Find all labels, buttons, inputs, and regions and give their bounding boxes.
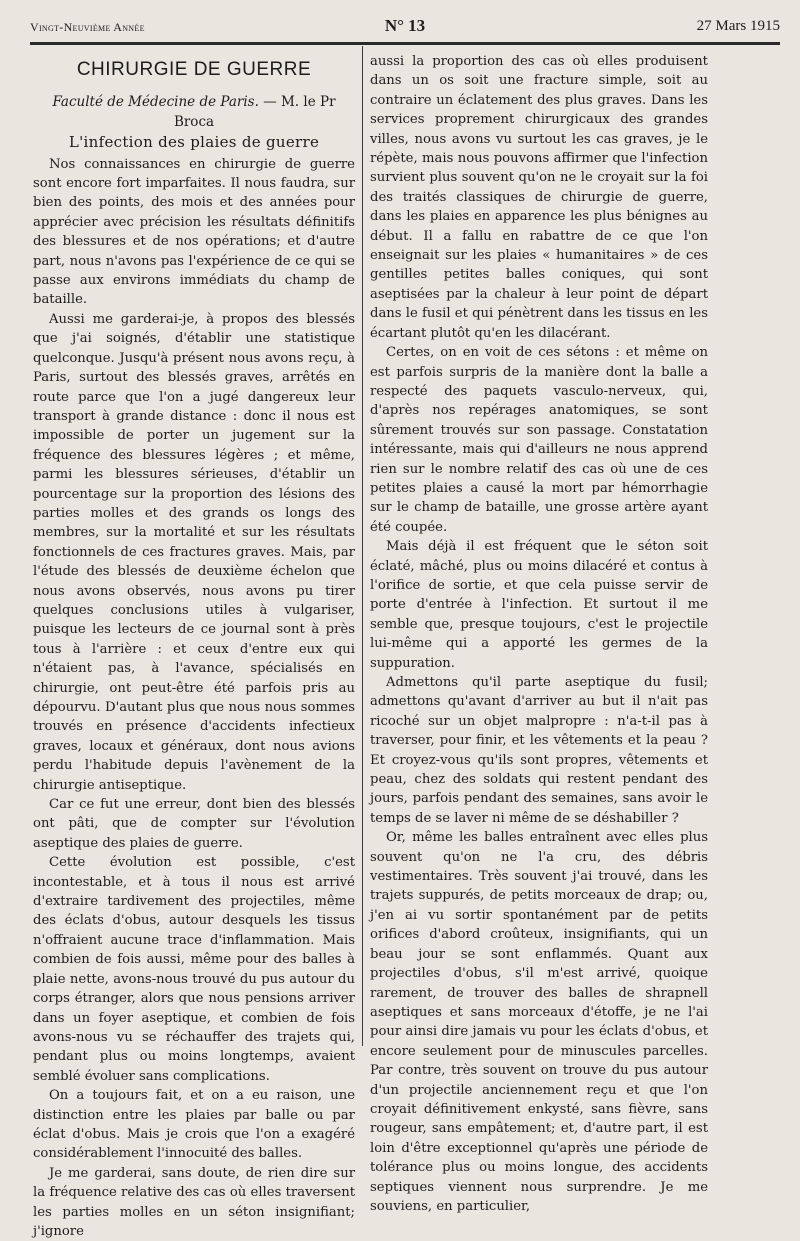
issue-number: N° 13: [384, 16, 426, 35]
paragraph: Je me garderai, sans doute, de rien dire sur la fréquence relative des cas où elles traversent les parties molles en un séton insignifiant; j'ignore: [33, 1165, 355, 1239]
right-column: [370, 52, 708, 1216]
article-subtitle: L'infection des plaies de guerre: [68, 133, 320, 152]
paragraph-continued: aussi la proportion des cas où elles produisent dans un os soit une fracture simple, soit au contraire un éclatement des plus graves. Dans les services proprement chirurgicaux des grandes villes, nous avons vu surtout les cas graves, je le répète, mais nous pouvons affirmer que l'infection survient plus souvent qu'on ne le croyait sur la foi des traités classiques de chirurgie de guerre, dans les plaies en apparence les plus bénignes au début. Il a fallu en rabattre de ce que l'on enseignait sur les plaies « humanitaires » de ces gentilles petites balles coniques, qui sont aseptisées par la chaleur à leur point de départ dans le fusil et qui pénètrent dans les tissus en les écartant plutôt qu'en les dilacérant.: [370, 54, 708, 341]
paragraph: Nos connaissances en chirurgie de guerre sont encore fort imparfaites. Il nous faudra, sur bien des points, des mois et des années pour apprécier avec précision les résultats définitifs des blessures et de nos opérations; et d'autre part, nous n'avons pas l'expérience de ce qui se passe aux environs immédiats du champ de bataille.: [33, 156, 355, 308]
faculty-name: Faculté de Médecine de Paris.: [52, 94, 259, 111]
paragraph: On a toujours fait, et on a eu raison, une distinction entre les plaies par balle ou par éclat d'obus. Mais je crois que l'on a exagéré considérablement l'innocuité des balles.: [33, 1088, 355, 1162]
left-column: [33, 52, 355, 1241]
paragraph: Or, même les balles entraînent avec elles plus souvent qu'on ne l'a cru, des débris vestimentaires. Très souvent j'ai trouvé, dans les trajets suppurés, de petits morceaux de drap; ou, j'en ai vu sortir spontanément par de petits orifices d'abord croûteux, insignifiants, qui un beau jour se sont enflammés. Quant aux projectiles d'obus, s'il m'est arrivé, quoique rarement, de trouver des balles de shrapnell aseptiques et sans morceaux d'étoffe, je ne l'ai pour ainsi dire jamais vu pour les éclats d'obus, et encore seulement pour de minuscules parcelles. Par contre, très souvent on trouve du pus autour d'un projectile anciennement reçu et que l'on croyait définitivement enkysté, sans fièvre, sans rougeur, sans empâtement; et, d'autre part, il est loin d'être exceptionnel qu'après une période de tolérance plus ou moins longue, des accidents septiques viennent nous surprendre. Je me souviens, en particulier,: [370, 830, 708, 1214]
page-header: [30, 14, 780, 38]
paragraph: Mais déjà il est fréquent que le séton soit éclaté, mâché, plus ou moins dilacéré et contus à l'orifice de sortie, et que cela puisse servir de porte d'entrée à l'infection. Et surtout il me semble que, presque toujours, c'est le projectile lui-même qui a apporté les germes de la suppuration.: [370, 539, 708, 671]
volume-year: Vingt-Neuvième Année: [30, 20, 145, 34]
paragraph: Aussi me garderai-je, à propos des blessés que j'ai soignés, d'établir une statistique quelconque. Jusqu'à présent nous avons reçu, à Paris, surtout des blessés graves, arrêtés en route parce que l'on a jugé dangereux leur transport à grande distance : donc il nous est impossible de porter un jugement sur la fréquence des blessures légères ; et même, parmi les blessures sérieuses, d'établir un pourcentage sur la proportion des lésions des parties molles et des grands os longs des membres, sur la mortalité et sur les résultats fonctionnels de ces fractures graves. Mais, par l'étude des blessés de deuxième échelon que nous avons observés, nous avons pu tirer quelques conclusions utiles à vulgariser, puisque les lecteurs de ce journal sont à près tous à l'arrière : et ceux d'entre eux qui n'étaient pas, à l'avance, spécialisés en chirurgie, ont peut-être été parfois pris au dépourvu. D'autant plus que nous nous sommes trouvés en présence d'accidents infectieux graves, locaux et généraux, dont nous avions perdu l'habitude depuis l'avènement de la chirurgie antiseptique.: [33, 311, 355, 793]
column-divider: [362, 46, 363, 1046]
issue-date: 27 Mars 1915: [696, 18, 780, 34]
paragraph: Car ce fut une erreur, dont bien des blessés ont pâti, que de compter sur l'évolution aseptique des plaies de guerre.: [33, 797, 355, 851]
paragraph: Admettons qu'il parte aseptique du fusil; admettons qu'avant d'arriver au but il n'ait pas ricoché sur un objet malpropre : n'a-t-il pas à traverser, pour finir, et les vêtements et la peau ? Et croyez-vous qu'ils sont propres, vêtements et peau, chez des soldats qui restent pendant des jours, parfois pendant des semaines, sans avoir le temps de se laver ni même de se déshabiller ?: [370, 675, 708, 826]
author-name: — M. le Pr Broca: [173, 94, 336, 130]
article-title: CHIRURGIE DE GUERRE: [76, 59, 312, 80]
article-byline: [33, 93, 355, 132]
header-rule: [30, 42, 780, 45]
paragraph: Cette évolution est possible, c'est incontestable, et à tous il nous est arrivé d'extraire tardivement des projectiles, même des éclats d'obus, autour desquels les tissus n'offraient aucune trace d'inflammation. Mais combien de fois aussi, même pour des balles à plaie nette, avons-nous trouvé du pus autour du corps étranger, alors que nous pensions arriver dans un foyer aseptique, et combien de fois avons-nous vu se réchauffer des trajets qui, pendant plus ou moins longtemps, avaient semblé évoluer sans complications.: [33, 855, 355, 1084]
paragraph: Certes, on en voit de ces sétons : et même on est parfois surpris de la manière dont la balle a respecté des paquets vasculo-nerveux, qui, d'après nos repérages anatomiques, se sont sûrement trouvés sur son passage. Constatation intéressante, mais qui d'ailleurs ne nous apprend rien sur le nombre relatif des cas où une de ces petites plaies a causé la mort par hémorrhagie sur le champ de bataille, une grosse artère ayant été coupée.: [370, 345, 708, 535]
